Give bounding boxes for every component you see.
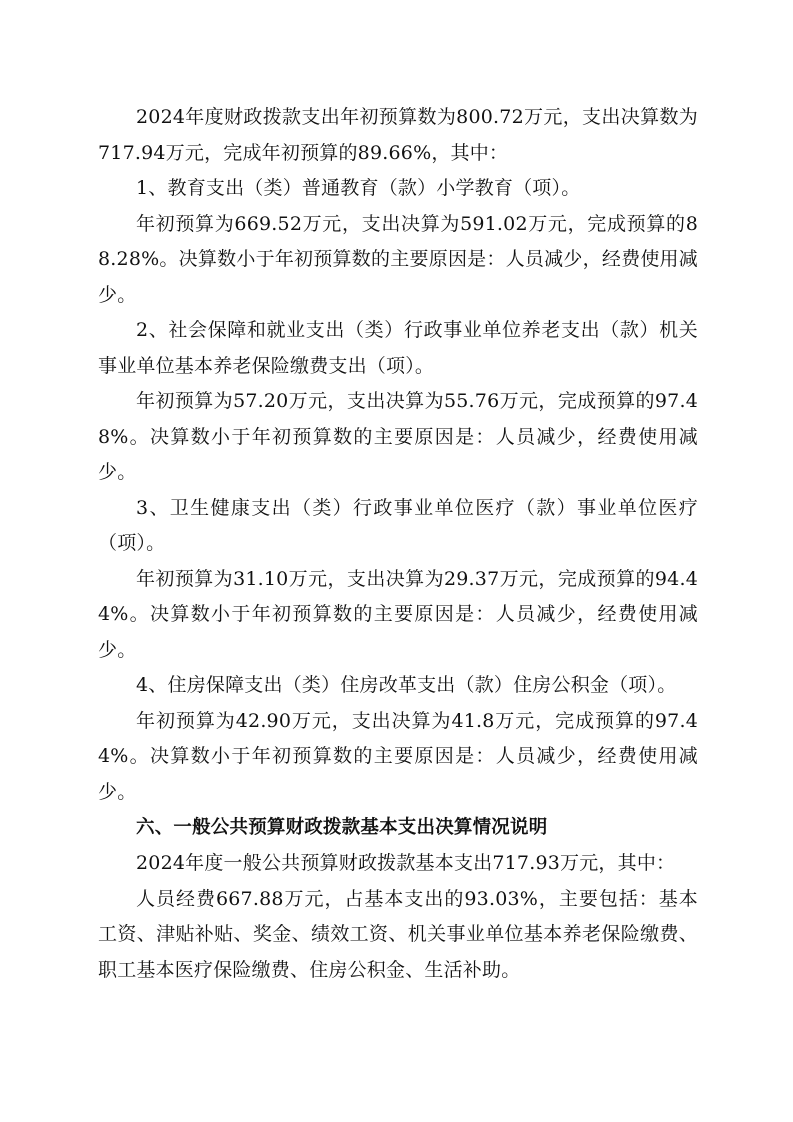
document-body: [98, 100, 698, 988]
item-2-detail: 年初预算为57.20万元，支出决算为55.76万元，完成预算的97.48%。决算数小于年初预算数的主要原因是：人员减少，经费使用减少。: [98, 390, 698, 483]
item-1-title: 1、教育支出（类）普通教育（款）小学教育（项）。: [136, 177, 581, 199]
basic-expenditure-summary: 2024年度一般公共预算财政拨款基本支出717.93万元，其中：: [136, 852, 676, 874]
item-3-detail: 年初预算为31.10万元，支出决算为29.37万元，完成预算的94.44%。决算数小于年初预算数的主要原因是：人员减少，经费使用减少。: [98, 567, 698, 661]
item-3-title: 3、卫生健康支出（类）行政事业单位医疗（款）事业单位医疗（项）。: [98, 496, 698, 554]
item-2-title: 2、社会保障和就业支出（类）行政事业单位养老支出（款）机关事业单位基本养老保险缴费支出（项）。: [98, 319, 698, 377]
item-1-detail: 年初预算为669.52万元，支出决算为591.02万元，完成预算的88.28%。决算数小于年初预算数的主要原因是：人员减少，经费使用减少。: [98, 212, 698, 306]
item-4-detail: 年初预算为42.90万元，支出决算为41.8万元，完成预算的97.44%。决算数小于年初预算数的主要原因是：人员减少，经费使用减少。: [98, 709, 698, 803]
item-4-title: 4、住房保障支出（类）住房改革支出（款）住房公积金（项）。: [136, 674, 677, 696]
personnel-expenditure-detail: 人员经费667.88万元，占基本支出的93.03%，主要包括：基本工资、津贴补贴、奖金、绩效工资、机关事业单位基本养老保险缴费、职工基本医疗保险缴费、住房公积金、生活补助。: [98, 887, 698, 981]
budget-summary-paragraph: 2024年度财政拨款支出年初预算数为800.72万元，支出决算数为717.94万元，完成年初预算的89.66%，其中：: [98, 106, 698, 164]
section-heading: 六、一般公共预算财政拨款基本支出决算情况说明: [136, 817, 548, 838]
